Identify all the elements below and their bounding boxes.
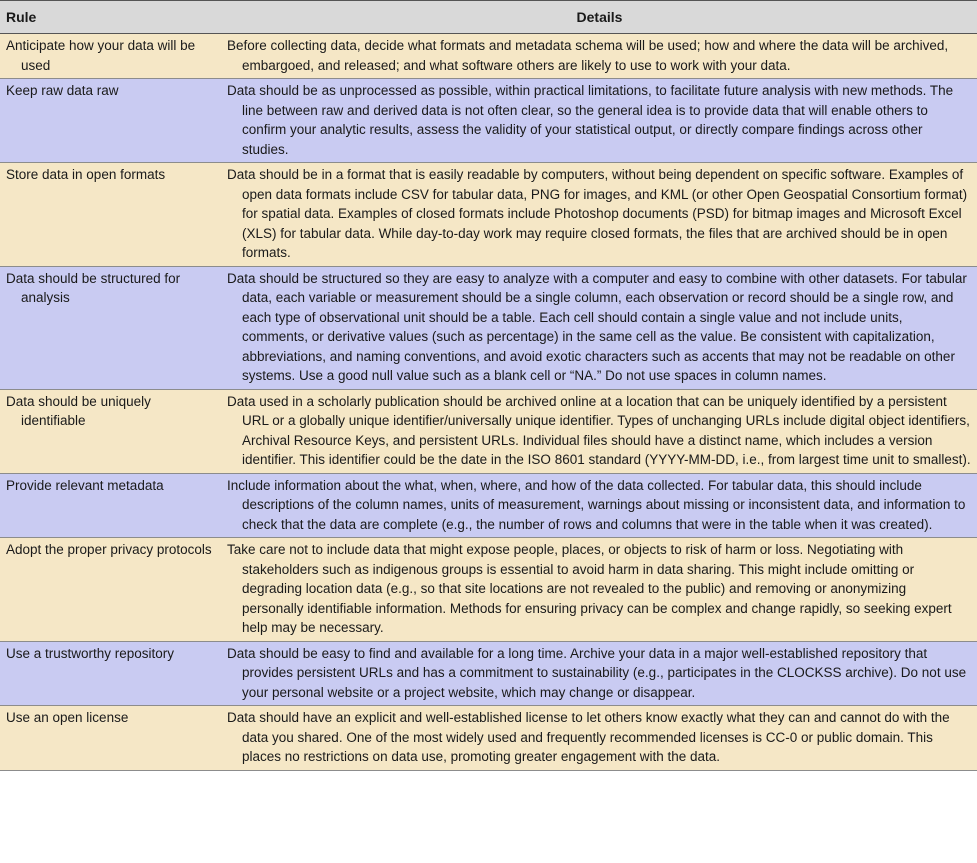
table-row [0,641,977,706]
table-row [0,538,977,642]
details-cell: Data should be structured so they are easy to analyze with a computer and easy to combine with other datasets. For tabular data, each variable or measurement should be a single column, each observation or record should be a single row, and each type of observational unit should be a table. Each cell should contain a single value and not include units, comments, or derivative values (such as percentage) in the same cell as the value. Be consistent with capitalization, abbreviations, and naming conventions, and avoid exotic characters such as accents that may not be readable on other systems. Use a good null value such as a blank cell or “NA.” Do not use spaces in column names. [222,266,977,389]
details-cell: Before collecting data, decide what formats and metadata schema will be used; how and where the data will be archived, embargoed, and released; and what software others are likely to use to work with your data. [222,34,977,79]
rule-cell: Provide relevant metadata [0,473,222,538]
details-cell: Take care not to include data that might expose people, places, or objects to risk of harm or loss. Negotiating with stakeholders such as indigenous groups is essential to avoid harm in data sharing. This might include omitting or degrading location data (e.g., so that site locations are not revealed to the public) and removing or anonymizing personally identifiable information. Methods for ensuring privacy can be complex and change rapidly, so seeking expert help may be necessary. [222,538,977,642]
details-cell: Include information about the what, when, where, and how of the data collected. For tabular data, this should include descriptions of the column names, units of measurement, warnings about missing or inconsistent data, and information to check that the data are complete (e.g., the number of rows and columns that were in the table when it was created). [222,473,977,538]
rule-cell: Adopt the proper privacy protocols [0,538,222,642]
rule-cell: Keep raw data raw [0,79,222,163]
rule-cell: Use an open license [0,706,222,771]
details-cell: Data should have an explicit and well-established license to let others know exactly what they can and cannot do with the data you shared. One of the most widely used and frequently recommended licenses is CC-0 or public domain. This places no restrictions on data use, promoting greater engagement with the data. [222,706,977,771]
rule-cell: Anticipate how your data will be used [0,34,222,79]
table-row [0,34,977,79]
rule-cell: Use a trustworthy repository [0,641,222,706]
table-row [0,706,977,771]
table-row [0,163,977,267]
table-row [0,79,977,163]
rule-cell: Data should be uniquely identifiable [0,389,222,473]
table-row [0,389,977,473]
column-header-rule: Rule [0,1,222,34]
rule-cell: Data should be structured for analysis [0,266,222,389]
details-cell: Data used in a scholarly publication should be archived online at a location that can be uniquely identified by a persistent URL or a globally unique identifier/universally unique identifier. Types of unchanging URLs include digital object identifiers, Archival Resource Keys, and persistent URLs. Individual files should have a distinct name, which includes a version identifier. This identifier could be the date in the ISO 8601 standard (YYYY-MM-DD, i.e., from largest time unit to smallest). [222,389,977,473]
table-row [0,473,977,538]
table-header-row [0,1,977,34]
details-cell: Data should be as unprocessed as possible, within practical limitations, to facilitate future analysis with new methods. The line between raw and derived data is not often clear, so the general idea is to provide data that will enable others to confirm your analytic results, assess the validity of your statistical output, or directly compare findings across other studies. [222,79,977,163]
details-cell: Data should be in a format that is easily readable by computers, without being dependent on specific software. Examples of open data formats include CSV for tabular data, PNG for images, and KML (or other Open Geospatial Consortium format) for spatial data. Examples of closed formats include Photoshop documents (PSD) for bitmap images and Microsoft Excel (XLS) for tabular data. While day-to-day work may require closed formats, the files that are archived should be in open formats. [222,163,977,267]
rule-cell: Store data in open formats [0,163,222,267]
column-header-details: Details [222,1,977,34]
details-cell: Data should be easy to find and available for a long time. Archive your data in a major well-established repository that provides persistent URLs and has a commitment to sustainability (e.g., participates in the CLOCKSS archive). Do not use your personal website or a project website, which may change or disappear. [222,641,977,706]
table-row [0,266,977,389]
